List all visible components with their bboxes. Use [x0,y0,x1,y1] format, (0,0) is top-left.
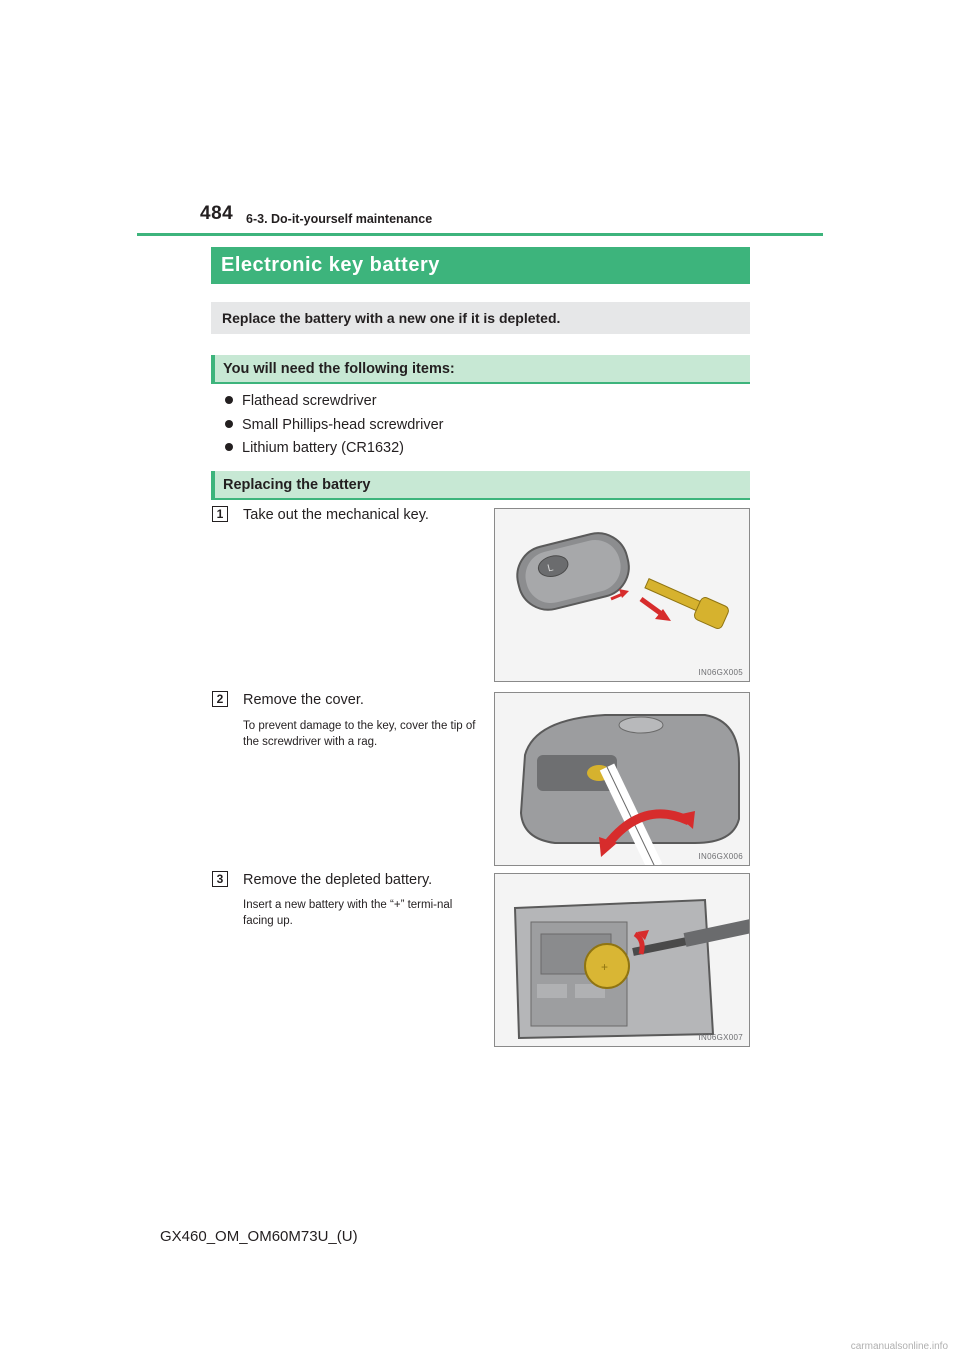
header-rule [137,233,823,236]
step-note: To prevent damage to the key, cover the tip of the screwdriver with a rag. [243,720,476,748]
replacing-heading: Replacing the battery [211,471,750,500]
page-title: Electronic key battery [211,247,750,284]
step-text: Take out the mechanical key. [243,507,429,523]
section-label: 6-3. Do-it-yourself maintenance [246,212,433,226]
bullet-icon [225,396,233,404]
figure-code: IN06GX007 [698,1033,743,1042]
step-number-badge: 2 [212,691,228,707]
svg-text:L: L [546,562,555,575]
figure-code: IN06GX006 [698,852,743,861]
list-item: Lithium battery (CR1632) [225,437,443,461]
needed-heading: You will need the following items: [211,355,750,384]
watermark: carmanualsonline.info [850,1341,948,1352]
list-item: Small Phillips-head screwdriver [225,414,443,438]
cover-removal-illustration [494,692,750,866]
intro-text: Replace the battery with a new one if it is depleted. [211,302,750,334]
svg-text:+: + [601,960,609,974]
step-number-badge: 3 [212,871,228,887]
key-removal-illustration [494,508,750,682]
bullet-icon [225,443,233,451]
bullet-icon [225,420,233,428]
step-note: Insert a new battery with the “+” termi-nal facing up. [243,899,453,927]
needed-list [225,390,443,461]
figure-code: IN06GX005 [698,668,743,677]
step-text: Remove the cover. [243,692,364,708]
page-number: 484 [200,203,234,224]
list-item: Flathead screwdriver [225,390,443,414]
step-text: Remove the depleted battery. [243,872,433,888]
step-number-badge: 1 [212,506,228,522]
document-code: GX460_OM_OM60M73U_(U) [160,1228,358,1245]
battery-removal-illustration [494,873,750,1047]
